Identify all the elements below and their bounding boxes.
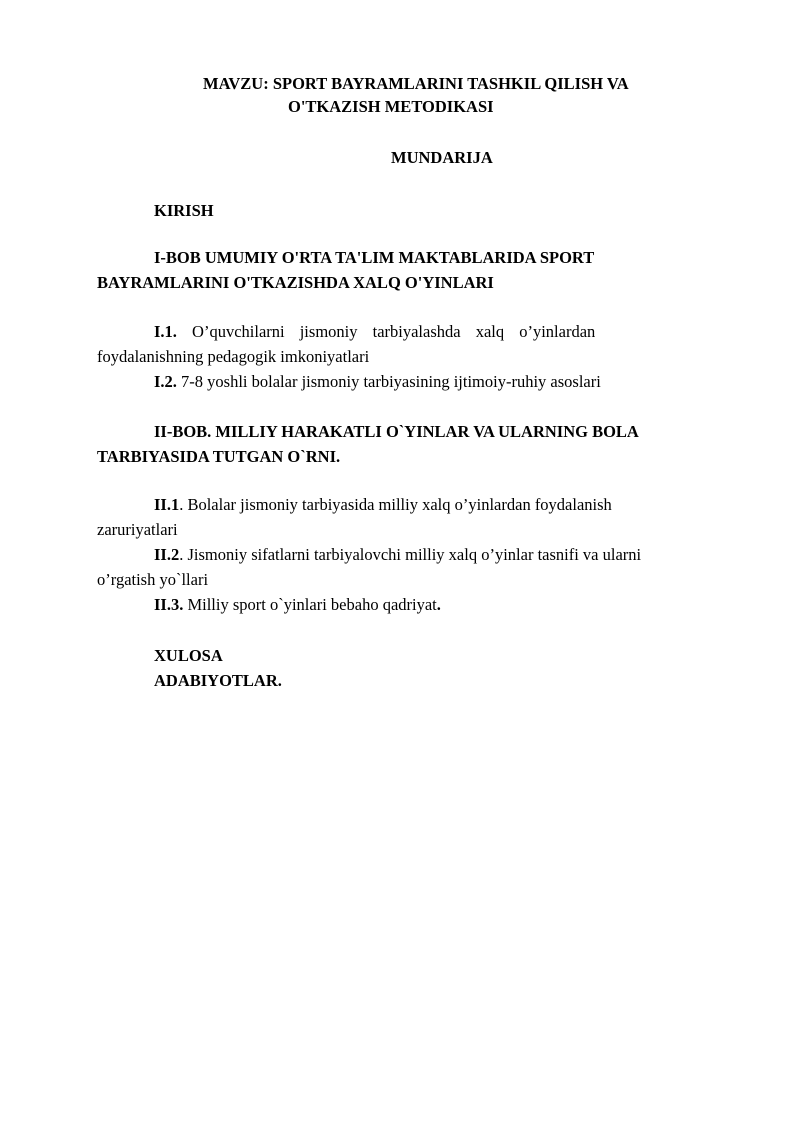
- chapter-1-title-line-2: BAYRAMLARINI O'TKAZISHDA XALQ O'YINLARI: [97, 273, 494, 292]
- section-title: O’quvchilarni jismoniy tarbiyalashda xalq o’yinlardan: [176, 322, 596, 341]
- toc-entry-section-2-2-continued: o’rgatish yo`llari: [97, 570, 209, 589]
- section-number: I.1.: [154, 322, 177, 341]
- section-title-end-period: .: [436, 595, 441, 614]
- topic-title-line-2: O'TKAZISH METODIKASI: [288, 97, 494, 116]
- section-title: . Bolalar jismoniy tarbiyasida milliy xalq o’yinlardan foydalanish: [179, 495, 612, 514]
- toc-entry-section-2-1-continued: zaruriyatlari: [97, 520, 178, 539]
- toc-entry-section-1-2: [154, 374, 601, 391]
- section-title: 7-8 yoshli bolalar jismoniy tarbiyasining ijtimoiy-ruhiy asoslari: [176, 372, 601, 391]
- section-number: II.3.: [154, 595, 184, 614]
- chapter-1-title-line-1: I-BOB UMUMIY O'RTA TA'LIM MAKTABLARIDA SPORT: [154, 248, 595, 267]
- toc-entry-section-2-2: [154, 547, 641, 564]
- toc-entry-section-1-1-continued: foydalanishning pedagogik imkoniyatlari: [97, 347, 370, 366]
- chapter-2-title-line-2: TARBIYASIDA TUTGAN O`RNI.: [97, 447, 341, 466]
- toc-entry-introduction: KIRISH: [154, 201, 214, 220]
- section-title: Milliy sport o`yinlari bebaho qadriyat: [183, 595, 437, 614]
- section-number: II.1: [154, 495, 180, 514]
- section-number: II.2: [154, 545, 180, 564]
- topic-title-line-1: MAVZU: SPORT BAYRAMLARINI TASHKIL QILISH VA: [203, 74, 629, 93]
- toc-heading: MUNDARIJA: [391, 148, 493, 167]
- toc-entry-conclusion: XULOSA: [154, 646, 223, 665]
- section-number: I.2.: [154, 372, 177, 391]
- chapter-2-title-line-1: II-BOB. MILLIY HARAKATLI O`YINLAR VA ULARNING BOLA: [154, 422, 639, 441]
- toc-entry-section-1-1: [154, 324, 595, 341]
- toc-entry-section-2-3: [154, 597, 441, 614]
- section-title: . Jismoniy sifatlarni tarbiyalovchi milliy xalq o’yinlar tasnifi va ularni: [179, 545, 642, 564]
- toc-entry-section-2-1: [154, 497, 612, 514]
- toc-entry-references: ADABIYOTLAR.: [154, 671, 282, 690]
